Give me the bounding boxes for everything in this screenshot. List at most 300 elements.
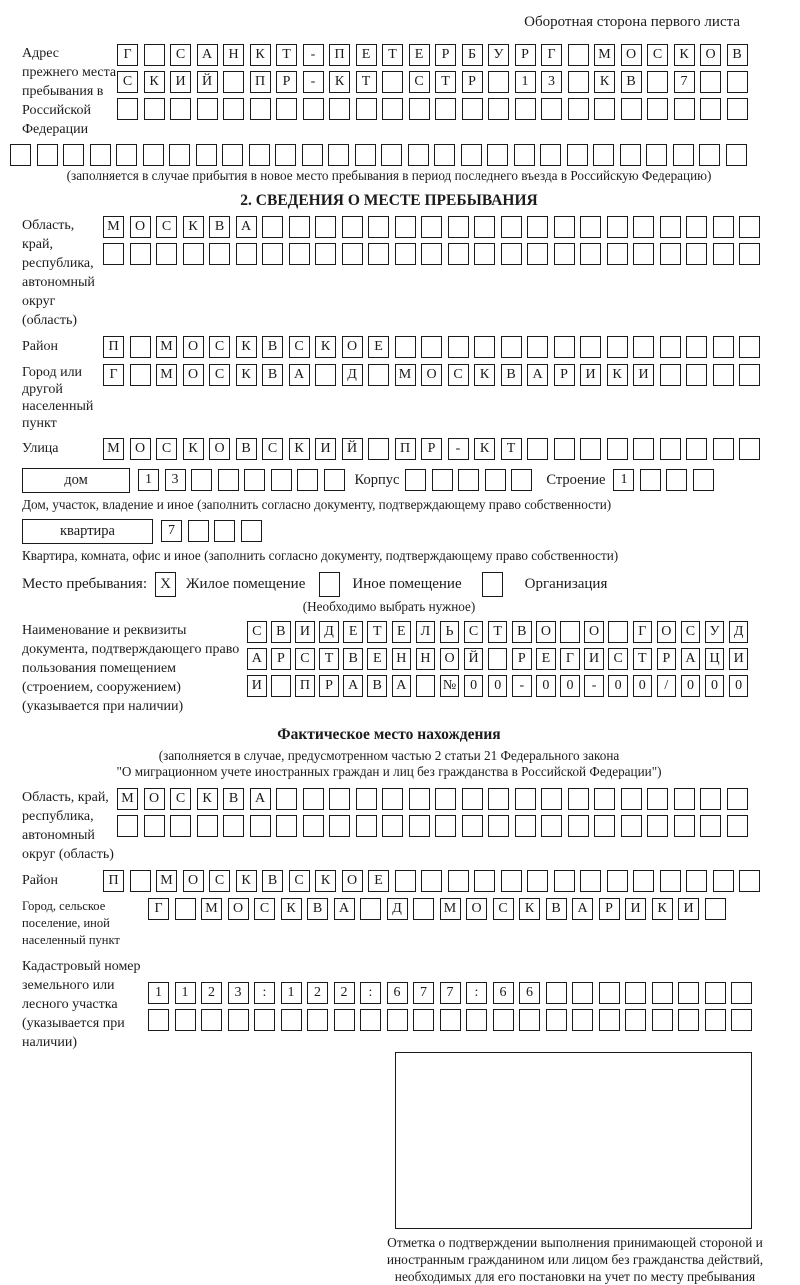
char-cell[interactable]	[37, 144, 58, 166]
char-cell[interactable]	[148, 1009, 169, 1031]
char-cell[interactable]: М	[103, 438, 124, 460]
char-cell[interactable]: Т	[367, 621, 387, 643]
char-cell[interactable]	[169, 144, 190, 166]
char-cell[interactable]: О	[228, 898, 249, 920]
char-cell[interactable]	[409, 815, 430, 837]
char-cell[interactable]: 0	[560, 675, 580, 697]
char-cell[interactable]	[276, 788, 297, 810]
char-cell[interactable]	[395, 216, 416, 238]
char-cell[interactable]	[462, 815, 483, 837]
char-cell[interactable]: Т	[382, 44, 403, 66]
char-cell[interactable]	[739, 216, 760, 238]
char-cell[interactable]	[660, 438, 681, 460]
char-cell[interactable]	[144, 44, 165, 66]
char-cell[interactable]: 0	[633, 675, 653, 697]
char-cell[interactable]	[324, 469, 345, 491]
char-cell[interactable]	[568, 71, 589, 93]
char-cell[interactable]	[191, 469, 212, 491]
char-cell[interactable]	[485, 469, 506, 491]
char-cell[interactable]: К	[197, 788, 218, 810]
char-cell[interactable]: А	[392, 675, 412, 697]
char-cell[interactable]	[434, 144, 455, 166]
char-cell[interactable]: С	[170, 44, 191, 66]
char-cell[interactable]: Т	[276, 44, 297, 66]
char-cell[interactable]: О	[130, 216, 151, 238]
char-cell[interactable]: А	[289, 364, 310, 386]
char-cell[interactable]	[594, 788, 615, 810]
char-cell[interactable]	[633, 216, 654, 238]
char-cell[interactable]: 2	[307, 982, 328, 1004]
char-cell[interactable]: -	[303, 44, 324, 66]
char-cell[interactable]	[488, 71, 509, 93]
char-cell[interactable]: А	[343, 675, 363, 697]
char-cell[interactable]: :	[466, 982, 487, 1004]
char-cell[interactable]	[329, 98, 350, 120]
char-cell[interactable]: К	[474, 438, 495, 460]
char-cell[interactable]	[726, 144, 747, 166]
char-cell[interactable]	[271, 675, 291, 697]
char-cell[interactable]	[580, 438, 601, 460]
char-cell[interactable]	[739, 364, 760, 386]
char-cell[interactable]	[554, 438, 575, 460]
char-cell[interactable]	[560, 621, 580, 643]
char-cell[interactable]: С	[156, 216, 177, 238]
char-cell[interactable]	[144, 98, 165, 120]
char-cell[interactable]	[368, 438, 389, 460]
char-cell[interactable]: Й	[197, 71, 218, 93]
char-cell[interactable]	[686, 438, 707, 460]
char-cell[interactable]	[660, 870, 681, 892]
char-cell[interactable]	[356, 815, 377, 837]
char-cell[interactable]: -	[448, 438, 469, 460]
char-cell[interactable]	[395, 243, 416, 265]
char-cell[interactable]	[395, 870, 416, 892]
char-cell[interactable]: И	[633, 364, 654, 386]
char-cell[interactable]	[315, 216, 336, 238]
char-cell[interactable]: 0	[608, 675, 628, 697]
char-cell[interactable]: 1	[148, 982, 169, 1004]
char-cell[interactable]	[356, 788, 377, 810]
char-cell[interactable]	[10, 144, 31, 166]
char-cell[interactable]: Г	[541, 44, 562, 66]
char-cell[interactable]	[652, 1009, 673, 1031]
char-cell[interactable]: К	[594, 71, 615, 93]
char-cell[interactable]: 6	[387, 982, 408, 1004]
char-cell[interactable]: О	[584, 621, 604, 643]
char-cell[interactable]	[607, 870, 628, 892]
char-cell[interactable]	[360, 898, 381, 920]
char-cell[interactable]: И	[584, 648, 604, 670]
char-cell[interactable]: М	[103, 216, 124, 238]
char-cell[interactable]	[646, 144, 667, 166]
char-cell[interactable]: М	[440, 898, 461, 920]
char-cell[interactable]	[607, 216, 628, 238]
char-cell[interactable]	[250, 815, 271, 837]
char-cell[interactable]: Н	[392, 648, 412, 670]
char-cell[interactable]	[625, 982, 646, 1004]
char-cell[interactable]: Е	[536, 648, 556, 670]
char-cell[interactable]: Р	[435, 44, 456, 66]
char-cell[interactable]: С	[289, 870, 310, 892]
char-cell[interactable]	[515, 815, 536, 837]
char-cell[interactable]: С	[117, 71, 138, 93]
char-cell[interactable]: С	[448, 364, 469, 386]
char-cell[interactable]	[647, 815, 668, 837]
char-cell[interactable]	[197, 815, 218, 837]
char-cell[interactable]	[700, 788, 721, 810]
char-cell[interactable]: П	[103, 336, 124, 358]
char-cell[interactable]: О	[144, 788, 165, 810]
char-cell[interactable]	[727, 98, 748, 120]
char-cell[interactable]	[275, 144, 296, 166]
char-cell[interactable]	[382, 98, 403, 120]
char-cell[interactable]	[144, 815, 165, 837]
char-cell[interactable]: М	[156, 336, 177, 358]
char-cell[interactable]	[448, 870, 469, 892]
char-cell[interactable]: 7	[440, 982, 461, 1004]
char-cell[interactable]	[117, 98, 138, 120]
char-cell[interactable]	[175, 898, 196, 920]
char-cell[interactable]	[731, 1009, 752, 1031]
char-cell[interactable]	[130, 364, 151, 386]
char-cell[interactable]	[223, 815, 244, 837]
char-cell[interactable]	[307, 1009, 328, 1031]
char-cell[interactable]	[303, 98, 324, 120]
char-cell[interactable]: 7	[674, 71, 695, 93]
char-cell[interactable]	[435, 815, 456, 837]
char-cell[interactable]	[209, 243, 230, 265]
char-cell[interactable]: К	[289, 438, 310, 460]
char-cell[interactable]	[700, 815, 721, 837]
char-cell[interactable]	[705, 898, 726, 920]
char-cell[interactable]	[540, 144, 561, 166]
char-cell[interactable]	[342, 243, 363, 265]
char-cell[interactable]	[686, 336, 707, 358]
char-cell[interactable]	[686, 364, 707, 386]
char-cell[interactable]	[356, 98, 377, 120]
char-cell[interactable]: 0	[488, 675, 508, 697]
char-cell[interactable]	[289, 243, 310, 265]
char-cell[interactable]	[413, 1009, 434, 1031]
char-cell[interactable]	[409, 788, 430, 810]
char-cell[interactable]	[458, 469, 479, 491]
char-cell[interactable]	[276, 815, 297, 837]
checkbox-organization[interactable]	[482, 572, 503, 597]
char-cell[interactable]	[621, 788, 642, 810]
char-cell[interactable]	[488, 98, 509, 120]
char-cell[interactable]	[607, 336, 628, 358]
char-cell[interactable]	[342, 216, 363, 238]
char-cell[interactable]	[214, 520, 235, 542]
char-cell[interactable]: Р	[599, 898, 620, 920]
char-cell[interactable]: 1	[175, 982, 196, 1004]
char-cell[interactable]: Е	[392, 621, 412, 643]
char-cell[interactable]	[297, 469, 318, 491]
char-cell[interactable]: Р	[462, 71, 483, 93]
char-cell[interactable]: С	[493, 898, 514, 920]
char-cell[interactable]	[289, 216, 310, 238]
char-cell[interactable]	[201, 1009, 222, 1031]
char-cell[interactable]: С	[247, 621, 267, 643]
char-cell[interactable]: С	[295, 648, 315, 670]
char-cell[interactable]	[244, 469, 265, 491]
char-cell[interactable]: П	[295, 675, 315, 697]
char-cell[interactable]: Р	[319, 675, 339, 697]
char-cell[interactable]	[660, 364, 681, 386]
char-cell[interactable]	[501, 870, 522, 892]
char-cell[interactable]	[262, 216, 283, 238]
char-cell[interactable]: А	[197, 44, 218, 66]
char-cell[interactable]	[228, 1009, 249, 1031]
char-cell[interactable]: Т	[356, 71, 377, 93]
char-cell[interactable]	[501, 216, 522, 238]
char-cell[interactable]: Й	[342, 438, 363, 460]
char-cell[interactable]: С	[409, 71, 430, 93]
char-cell[interactable]	[413, 898, 434, 920]
char-cell[interactable]: К	[183, 216, 204, 238]
char-cell[interactable]	[103, 243, 124, 265]
char-cell[interactable]	[405, 469, 426, 491]
char-cell[interactable]	[334, 1009, 355, 1031]
char-cell[interactable]: О	[466, 898, 487, 920]
char-cell[interactable]: В	[262, 364, 283, 386]
char-cell[interactable]	[713, 216, 734, 238]
char-cell[interactable]: Д	[729, 621, 749, 643]
char-cell[interactable]	[705, 982, 726, 1004]
char-cell[interactable]	[368, 364, 389, 386]
char-cell[interactable]	[652, 982, 673, 1004]
char-cell[interactable]	[218, 469, 239, 491]
char-cell[interactable]: В	[343, 648, 363, 670]
char-cell[interactable]: О	[183, 336, 204, 358]
char-cell[interactable]	[527, 243, 548, 265]
char-cell[interactable]: У	[488, 44, 509, 66]
char-cell[interactable]	[271, 469, 292, 491]
char-cell[interactable]	[360, 1009, 381, 1031]
char-cell[interactable]: С	[209, 870, 230, 892]
char-cell[interactable]: Р	[515, 44, 536, 66]
char-cell[interactable]	[130, 870, 151, 892]
char-cell[interactable]: 0	[536, 675, 556, 697]
char-cell[interactable]: Н	[416, 648, 436, 670]
char-cell[interactable]	[421, 243, 442, 265]
char-cell[interactable]	[673, 144, 694, 166]
char-cell[interactable]: С	[209, 336, 230, 358]
char-cell[interactable]	[222, 144, 243, 166]
char-cell[interactable]	[572, 982, 593, 1004]
char-cell[interactable]: Р	[421, 438, 442, 460]
char-cell[interactable]	[568, 815, 589, 837]
char-cell[interactable]: К	[236, 336, 257, 358]
char-cell[interactable]	[448, 216, 469, 238]
char-cell[interactable]	[666, 469, 687, 491]
char-cell[interactable]: В	[262, 870, 283, 892]
char-cell[interactable]: И	[315, 438, 336, 460]
char-cell[interactable]	[461, 144, 482, 166]
char-cell[interactable]: :	[360, 982, 381, 1004]
char-cell[interactable]	[546, 982, 567, 1004]
char-cell[interactable]	[633, 870, 654, 892]
char-cell[interactable]	[608, 621, 628, 643]
char-cell[interactable]: Е	[368, 870, 389, 892]
char-cell[interactable]: К	[183, 438, 204, 460]
char-cell[interactable]: О	[421, 364, 442, 386]
char-cell[interactable]	[395, 336, 416, 358]
char-cell[interactable]: Л	[416, 621, 436, 643]
char-cell[interactable]: Г	[103, 364, 124, 386]
char-cell[interactable]: О	[130, 438, 151, 460]
char-cell[interactable]	[515, 788, 536, 810]
char-cell[interactable]	[674, 98, 695, 120]
char-cell[interactable]: О	[700, 44, 721, 66]
char-cell[interactable]: О	[657, 621, 677, 643]
char-cell[interactable]	[281, 1009, 302, 1031]
char-cell[interactable]: В	[271, 621, 291, 643]
char-cell[interactable]	[674, 788, 695, 810]
char-cell[interactable]	[660, 336, 681, 358]
char-cell[interactable]	[594, 98, 615, 120]
char-cell[interactable]: 0	[705, 675, 725, 697]
char-cell[interactable]	[660, 216, 681, 238]
char-cell[interactable]	[440, 1009, 461, 1031]
char-cell[interactable]	[541, 815, 562, 837]
char-cell[interactable]	[175, 1009, 196, 1031]
char-cell[interactable]	[409, 98, 430, 120]
char-cell[interactable]	[448, 243, 469, 265]
char-cell[interactable]: Т	[633, 648, 653, 670]
char-cell[interactable]	[568, 788, 589, 810]
char-cell[interactable]: /	[657, 675, 677, 697]
char-cell[interactable]: Р	[554, 364, 575, 386]
char-cell[interactable]: А	[527, 364, 548, 386]
char-cell[interactable]	[713, 438, 734, 460]
char-cell[interactable]	[90, 144, 111, 166]
char-cell[interactable]	[421, 216, 442, 238]
char-cell[interactable]	[660, 243, 681, 265]
char-cell[interactable]	[580, 216, 601, 238]
char-cell[interactable]: Й	[464, 648, 484, 670]
char-cell[interactable]	[130, 243, 151, 265]
char-cell[interactable]	[501, 243, 522, 265]
char-cell[interactable]: Б	[462, 44, 483, 66]
char-cell[interactable]: М	[594, 44, 615, 66]
char-cell[interactable]	[421, 870, 442, 892]
char-cell[interactable]: 3	[165, 469, 186, 491]
char-cell[interactable]	[435, 98, 456, 120]
char-cell[interactable]: Т	[488, 621, 508, 643]
char-cell[interactable]	[143, 144, 164, 166]
char-cell[interactable]	[381, 144, 402, 166]
char-cell[interactable]: 1	[515, 71, 536, 93]
char-cell[interactable]: Д	[342, 364, 363, 386]
char-cell[interactable]	[727, 788, 748, 810]
char-cell[interactable]: Г	[560, 648, 580, 670]
char-cell[interactable]: 7	[161, 520, 182, 542]
char-cell[interactable]: Р	[276, 71, 297, 93]
char-cell[interactable]	[382, 71, 403, 93]
char-cell[interactable]: 0	[729, 675, 749, 697]
char-cell[interactable]: С	[608, 648, 628, 670]
char-cell[interactable]	[686, 870, 707, 892]
char-cell[interactable]: К	[144, 71, 165, 93]
char-cell[interactable]	[116, 144, 137, 166]
char-cell[interactable]	[474, 870, 495, 892]
char-cell[interactable]: О	[183, 870, 204, 892]
char-cell[interactable]: О	[183, 364, 204, 386]
char-cell[interactable]	[572, 1009, 593, 1031]
char-cell[interactable]: Г	[117, 44, 138, 66]
char-cell[interactable]	[435, 788, 456, 810]
char-cell[interactable]: №	[440, 675, 460, 697]
checkbox-other-premises[interactable]	[319, 572, 340, 597]
char-cell[interactable]	[580, 336, 601, 358]
char-cell[interactable]: С	[464, 621, 484, 643]
char-cell[interactable]: С	[209, 364, 230, 386]
char-cell[interactable]: 1	[613, 469, 634, 491]
char-cell[interactable]	[699, 144, 720, 166]
char-cell[interactable]	[713, 336, 734, 358]
char-cell[interactable]	[466, 1009, 487, 1031]
char-cell[interactable]: Р	[512, 648, 532, 670]
char-cell[interactable]: 2	[201, 982, 222, 1004]
char-cell[interactable]: 6	[519, 982, 540, 1004]
checkbox-residential[interactable]: X	[155, 572, 176, 597]
char-cell[interactable]: С	[254, 898, 275, 920]
char-cell[interactable]	[633, 336, 654, 358]
char-cell[interactable]: М	[156, 870, 177, 892]
char-cell[interactable]	[678, 982, 699, 1004]
char-cell[interactable]: -	[303, 71, 324, 93]
char-cell[interactable]	[236, 243, 257, 265]
char-cell[interactable]: С	[170, 788, 191, 810]
char-cell[interactable]: К	[236, 364, 257, 386]
char-cell[interactable]	[488, 648, 508, 670]
char-cell[interactable]	[580, 870, 601, 892]
char-cell[interactable]	[640, 469, 661, 491]
char-cell[interactable]	[607, 243, 628, 265]
char-cell[interactable]	[276, 98, 297, 120]
char-cell[interactable]	[599, 982, 620, 1004]
char-cell[interactable]: В	[307, 898, 328, 920]
char-cell[interactable]: Е	[367, 648, 387, 670]
char-cell[interactable]	[408, 144, 429, 166]
char-cell[interactable]: :	[254, 982, 275, 1004]
char-cell[interactable]: Д	[319, 621, 339, 643]
char-cell[interactable]	[156, 243, 177, 265]
char-cell[interactable]: 0	[681, 675, 701, 697]
char-cell[interactable]	[303, 815, 324, 837]
char-cell[interactable]	[511, 469, 532, 491]
char-cell[interactable]: К	[607, 364, 628, 386]
char-cell[interactable]	[527, 336, 548, 358]
char-cell[interactable]: 6	[493, 982, 514, 1004]
char-cell[interactable]	[474, 243, 495, 265]
char-cell[interactable]: Ь	[440, 621, 460, 643]
char-cell[interactable]	[739, 336, 760, 358]
char-cell[interactable]	[241, 520, 262, 542]
char-cell[interactable]	[262, 243, 283, 265]
char-cell[interactable]	[686, 243, 707, 265]
char-cell[interactable]: К	[519, 898, 540, 920]
char-cell[interactable]	[117, 815, 138, 837]
char-cell[interactable]	[580, 243, 601, 265]
char-cell[interactable]: И	[247, 675, 267, 697]
char-cell[interactable]	[487, 144, 508, 166]
char-cell[interactable]: А	[250, 788, 271, 810]
char-cell[interactable]: Г	[633, 621, 653, 643]
char-cell[interactable]	[519, 1009, 540, 1031]
char-cell[interactable]	[63, 144, 84, 166]
